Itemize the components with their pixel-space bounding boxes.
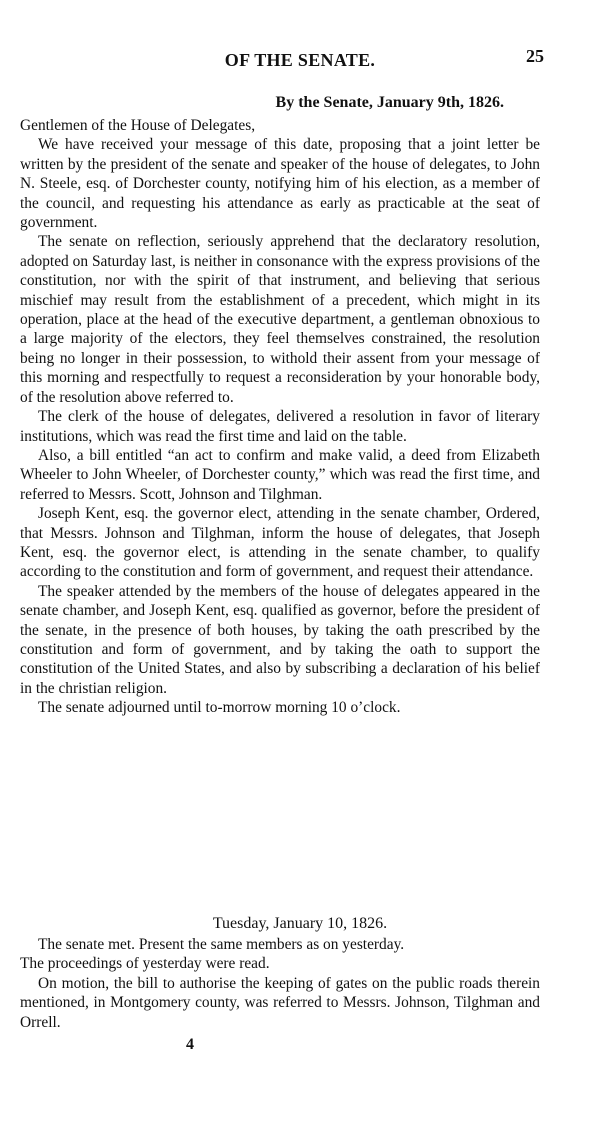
paragraph: The proceedings of yesterday were read.	[20, 955, 270, 973]
salutation: Gentlemen of the House of Delegates,	[20, 117, 256, 134]
paragraph: The senate adjourned until to-morrow morning 10 o’clock.	[38, 699, 401, 717]
paragraph: The clerk of the house of delegates, delivered a resolution in favor of literary institutions, which was read the first time and laid on the table.	[20, 408, 540, 445]
paragraph: On motion, the bill to authorise the keeping of gates on the public roads therein mentioned, in Montgomery county, was referred to Messrs. Johnson, Tilghman and Orrell.	[20, 974, 540, 1031]
signature-mark: 4	[186, 1036, 194, 1053]
paragraph: The senate on reflection, seriously apprehend that the declaratory resolution, adopted on Saturday last, is neither in consonance with the express provisions of the constitution, nor with the spirit of that instrument, and believing that serious mischief may result from the establishment of a precedent, which might in its operation, place at the head of the executive department, a gentleman obnoxious to a large majority of the electors, they feel themselves constrained, the resolution being no longer in their possession, to withold their assent from your message of this morning and respectfully to request a reconsideration by your honorable body, of the resolution above referred to.	[20, 233, 540, 406]
paragraph: The senate met. Present the same members as on yesterday.	[38, 936, 405, 953]
paragraph: Joseph Kent, esq. the governor elect, attending in the senate chamber, Ordered, that Messrs. Johnson and Tilghman, inform the house of delegates, that Joseph Kent, esq. the governor elect, is attending in the senate chamber, to qualify according to the constitution and form of government, and request their attendance.	[20, 505, 540, 581]
tuesday-proceedings-section	[20, 935, 540, 1032]
page-number: 25	[526, 46, 544, 66]
paragraph: The speaker attended by the members of the house of delegates appeared in the senate chamber, and Joseph Kent, esq. qualified as governor, before the president of the senate, in the presence of both houses, by taking the oath prescribed by the constitution and form of government, and by taking the oath to support the constitution of the United States, and also by subscribing a declaration of his belief in the christian religion.	[20, 582, 540, 697]
paragraph: Also, a bill entitled “an act to confirm and make valid, a deed from Elizabeth Wheeler to John Wheeler, of Dorchester county,” which was read the first time, and referred to Messrs. Scott, Johnson and Tilghman.	[20, 446, 540, 503]
senate-message-section	[20, 116, 540, 718]
dateline-january-9: By the Senate, January 9th, 1826.	[275, 94, 504, 111]
dateline-january-10: Tuesday, January 10, 1826.	[212, 915, 388, 932]
paragraph: We have received your message of this date, proposing that a joint letter be written by the president of the senate and speaker of the house of delegates, to John N. Steele, esq. of Dorchester county, notifying him of his election, as a member of the council, and requesting his attendance as early as practicable at the seat of government.	[20, 136, 540, 232]
running-title: OF THE SENATE.	[224, 50, 376, 70]
